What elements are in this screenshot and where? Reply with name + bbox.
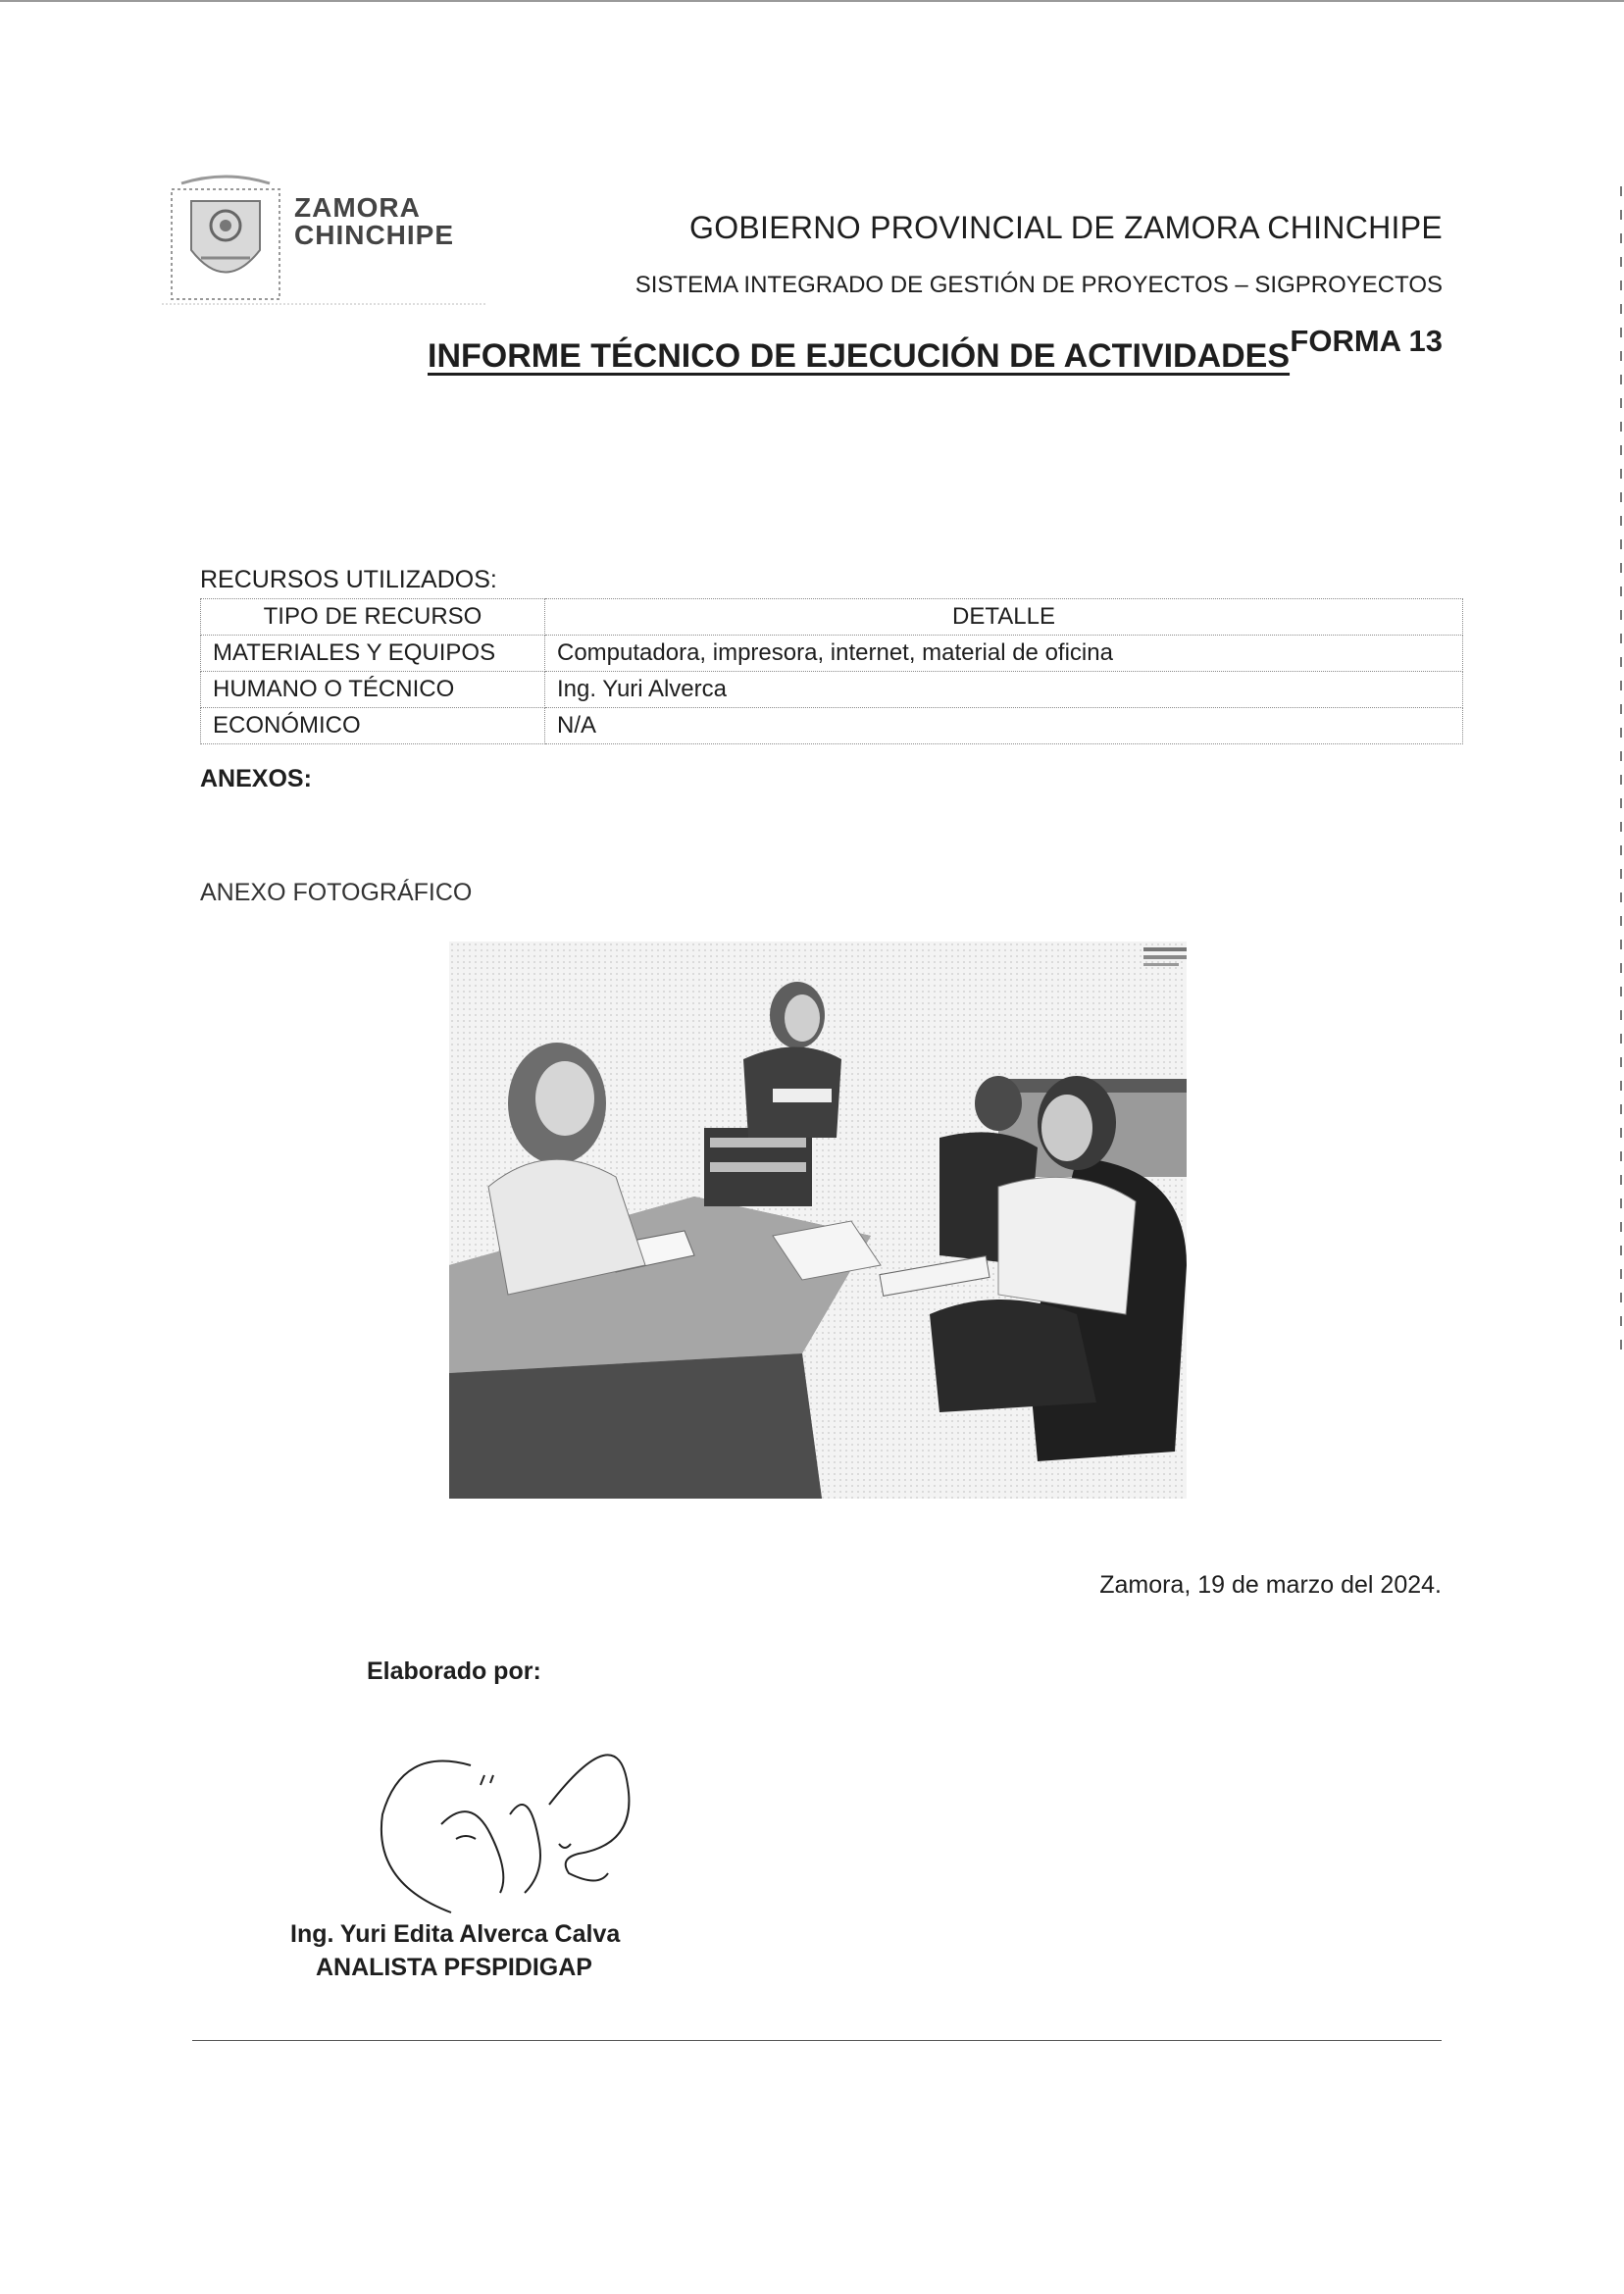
table-row [201,636,1463,672]
resource-type-cell: ECONÓMICO [201,708,545,744]
resource-detail-cell: Computadora, impresora, internet, material de oficina [545,636,1463,672]
handwritten-signature [363,1726,657,1922]
resources-label: RECURSOS UTILIZADOS: [200,566,497,593]
report-title: INFORME TÉCNICO DE EJECUCIÓN DE ACTIVIDADES [428,337,1291,375]
form-number: FORMA 13 [1290,324,1443,358]
footer-divider [192,2040,1442,2041]
column-header-type: TIPO DE RECURSO [201,599,545,636]
logo-wordmark: ZAMORA CHINCHIPE [294,192,455,250]
meeting-photo [449,942,1187,1499]
photo-annex-label: ANEXO FOTOGRÁFICO [200,879,473,906]
table-header-row [201,599,1463,636]
scan-right-edge [1620,186,1622,1363]
table-row [201,672,1463,708]
scan-top-edge [0,0,1624,2]
resource-detail-cell: N/A [545,708,1463,744]
resources-table [200,598,1463,744]
system-subtitle: SISTEMA INTEGRADO DE GESTIÓN DE PROYECTOS – SIGPROYECTOS [634,272,1443,298]
place-date: Zamora, 19 de marzo del 2024. [1099,1571,1442,1599]
column-header-detail: DETALLE [545,599,1463,636]
table-row [201,708,1463,744]
resource-type-cell: HUMANO O TÉCNICO [201,672,545,708]
signer-role: ANALISTA PFSPIDIGAP [316,1954,592,1981]
prepared-by-label: Elaborado por: [367,1657,541,1685]
annexes-label: ANEXOS: [200,765,312,792]
organization-title: GOBIERNO PROVINCIAL DE ZAMORA CHINCHIPE [689,210,1443,245]
resource-detail-cell: Ing. Yuri Alverca [545,672,1463,708]
resource-type-cell: MATERIALES Y EQUIPOS [201,636,545,672]
signer-name: Ing. Yuri Edita Alverca Calva [290,1920,621,1948]
scan-stamp-mark [1142,940,1191,979]
